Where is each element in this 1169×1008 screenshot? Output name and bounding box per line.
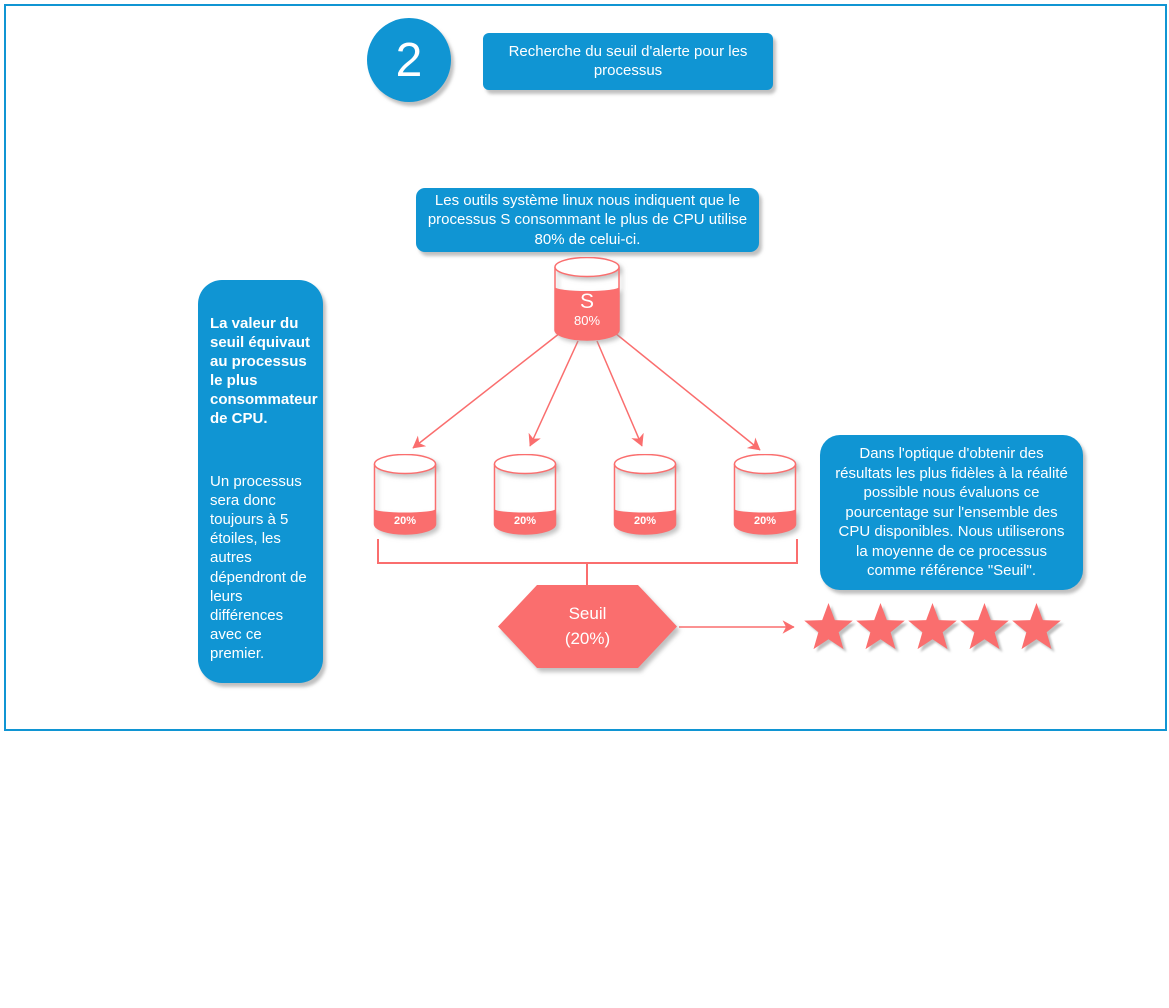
cpu-cylinder-2-percent: 20% xyxy=(513,515,537,527)
step-number-badge xyxy=(367,18,451,102)
seuil-hexagon xyxy=(498,585,677,668)
note-seuil-definition xyxy=(198,280,323,683)
note-seuil-definition-regular: Un processus sera donc toujours à 5 étoiles, les autres dépendront de leurs différences avec ce premier. xyxy=(210,473,307,662)
note-cpu-average xyxy=(820,435,1083,590)
main-process-label: S xyxy=(579,290,595,313)
cpu-cylinder-2-icon xyxy=(493,454,557,536)
seuil-label: Seuil xyxy=(568,604,607,623)
star-icon xyxy=(907,603,958,652)
step-number: 2 xyxy=(395,33,423,87)
cpu-cylinder-4-icon xyxy=(733,454,797,536)
cpu-cylinder-4-percent: 20% xyxy=(753,515,777,527)
note-cpu-average-text: Dans l'optique d'obtenir des résultats les plus fidèles à la réalité possible nous évaluons ce pourcentage sur l'ensemble des CPU disponibles. Nous utiliserons la moyenne de ce processus comme référence "Seuil". xyxy=(835,445,1068,580)
star-rating xyxy=(803,603,1062,652)
cpu-cylinder-1-icon xyxy=(373,454,437,536)
page-title: Recherche du seuil d'alerte pour les processus xyxy=(508,42,748,79)
star-icon xyxy=(1011,603,1062,652)
main-process-percent: 80% xyxy=(573,313,601,328)
note-system-tools-text: Les outils système linux nous indiquent que le processus S consommant le plus de CPU utilise 80% de celui-ci. xyxy=(427,191,748,248)
note-seuil-definition-bold: La valeur du seuil équivaut au processus le plus consommateur de CPU. xyxy=(210,315,318,428)
star-icon xyxy=(855,603,906,652)
note-system-tools xyxy=(416,188,759,252)
main-process-cylinder-icon xyxy=(553,257,621,341)
seuil-percent: (20%) xyxy=(564,629,611,648)
star-icon xyxy=(959,603,1010,652)
cpu-cylinder-1-percent: 20% xyxy=(393,515,417,527)
cpu-cylinder-3-icon xyxy=(613,454,677,536)
header-title-box xyxy=(483,33,773,90)
star-icon xyxy=(803,603,854,652)
cpu-cylinder-3-percent: 20% xyxy=(633,515,657,527)
